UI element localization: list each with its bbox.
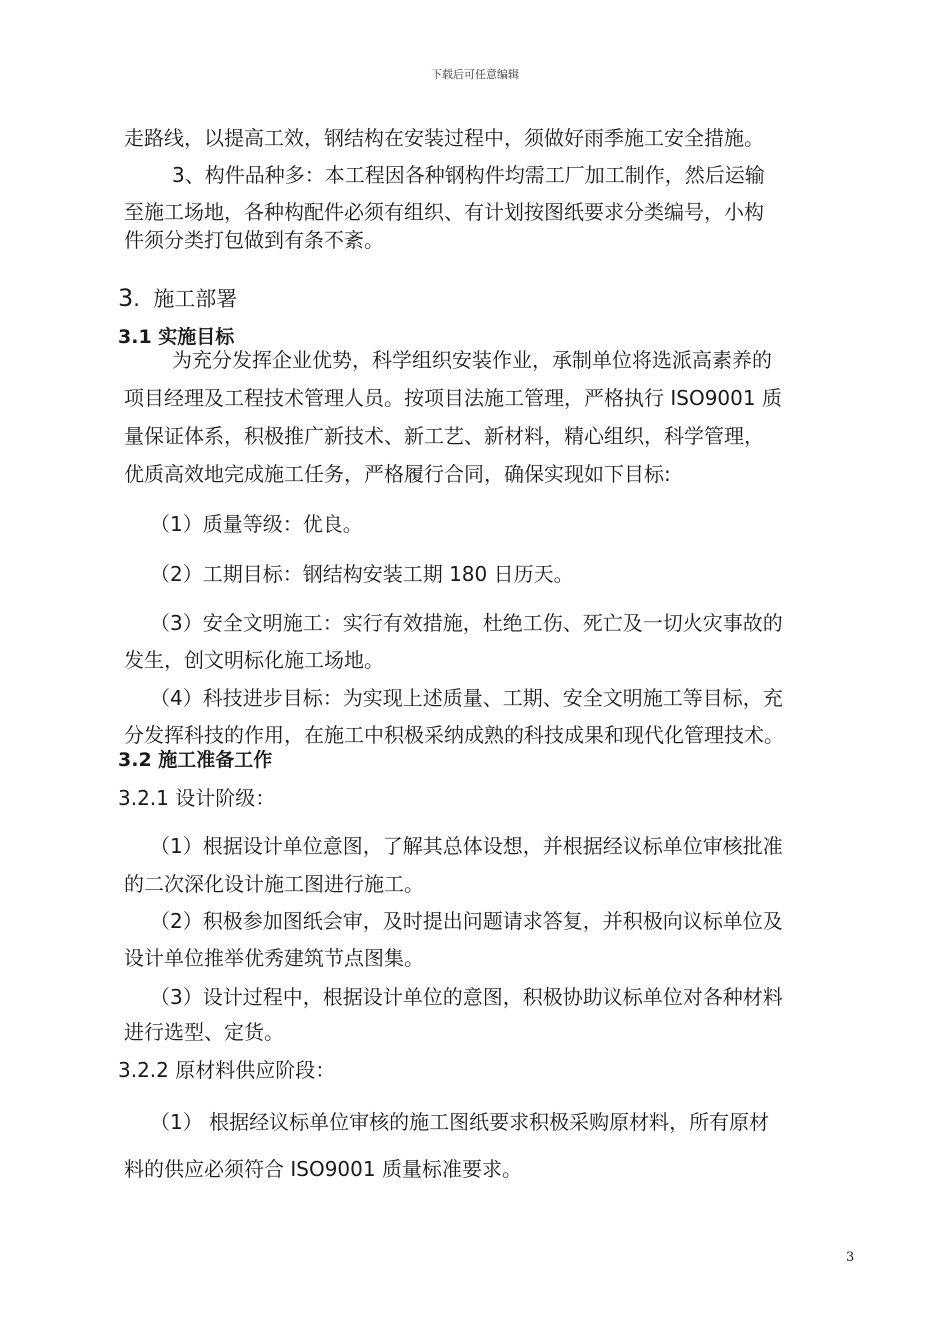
body-text-line: 走路线，以提高工效，钢结构在安装过程中，须做好雨季施工安全措施。 xyxy=(124,126,764,150)
section-heading: 3. 施工部署 xyxy=(118,284,238,312)
page-number: 3 xyxy=(846,1250,855,1265)
body-text-line: 量保证体系，积极推广新技术、新工艺、新材料，精心组织，科学管理， xyxy=(124,424,764,448)
section-number: 3 xyxy=(118,284,134,312)
list-item: （1） 根据经议标单位审核的施工图纸要求积极采购原材料，所有原材 xyxy=(150,1110,770,1134)
body-text-line: 件须分类打包做到有条不紊。 xyxy=(124,228,384,252)
subsection-heading: 3.1 实施目标 xyxy=(118,326,235,348)
list-item: （1）质量等级：优良。 xyxy=(150,512,363,536)
list-item: （1）根据设计单位意图，了解其总体设想，并根据经议标单位审核批准 xyxy=(150,834,783,858)
sub-subsection-heading: 3.2.1 设计阶级： xyxy=(118,786,276,810)
list-item-continuation: 发生，创文明标化施工场地。 xyxy=(124,648,384,672)
body-text-line: 至施工场地，各种构配件必须有组织、有计划按图纸要求分类编号，小构 xyxy=(124,200,764,224)
list-item: （2）积极参加图纸会审，及时提出问题请求答复，并积极向议标单位及 xyxy=(150,909,783,933)
subsection-heading: 3.2 施工准备工作 xyxy=(118,749,273,771)
body-text-line: 优质高效地完成施工任务，严格履行合同，确保实现如下目标: xyxy=(124,462,671,486)
list-item: （3）安全文明施工：实行有效措施，杜绝工伤、死亡及一切火灾事故的 xyxy=(150,611,783,635)
list-item: （4）科技进步目标：为实现上述质量、工期、安全文明施工等目标，充 xyxy=(150,686,783,710)
list-item-continuation: 分发挥科技的作用，在施工中积极采纳成熟的科技成果和现代化管理技术。 xyxy=(124,723,784,747)
body-text-line: 项目经理及工程技术管理人员。按项目法施工管理，严格执行 ISO9001 质 xyxy=(124,386,782,410)
page-header: 下载后可任意编辑 xyxy=(431,68,519,81)
list-item-continuation: 料的供应必须符合 ISO9001 质量标准要求。 xyxy=(124,1157,522,1181)
list-item-continuation: 进行选型、定货。 xyxy=(124,1020,284,1044)
body-text-line: 为充分发挥企业优势，科学组织安装作业，承制单位将选派高素养的 xyxy=(172,348,772,372)
list-item-continuation: 的二次深化设计施工图进行施工。 xyxy=(124,872,424,896)
list-item: （2）工期目标：钢结构安装工期 180 日历天。 xyxy=(150,562,574,586)
list-item-continuation: 设计单位推举优秀建筑节点图集。 xyxy=(124,946,424,970)
list-item: （3）设计过程中，根据设计单位的意图，积极协助议标单位对各种材料 xyxy=(150,985,783,1009)
sub-subsection-heading: 3.2.2 原材料供应阶段： xyxy=(118,1058,336,1082)
section-title: 施工部署 xyxy=(153,287,238,311)
body-text-line: 3、构件品种多：本工程因各种钢构件均需工厂加工制作，然后运输 xyxy=(172,163,765,187)
